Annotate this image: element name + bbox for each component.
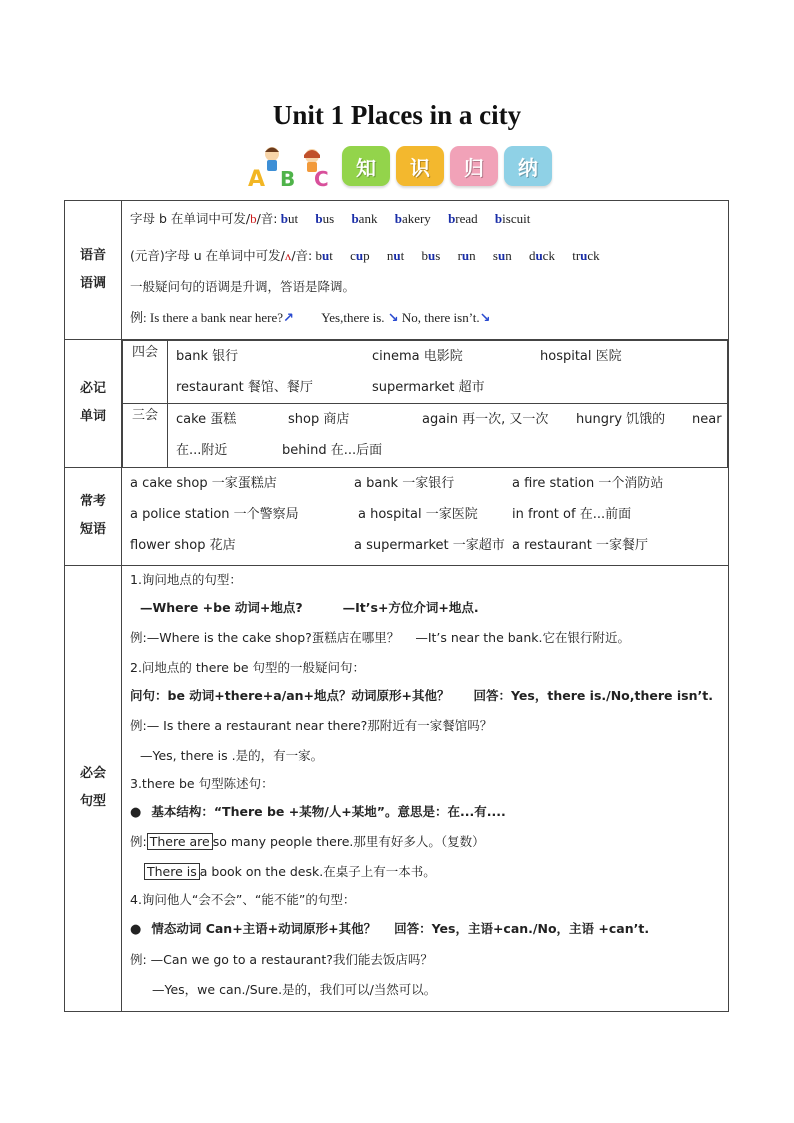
pattern-2-example-answer: —Yes, there is .是的，有一家。 [140,747,324,763]
phonics-row [65,201,729,340]
u-word: cup [350,248,370,263]
knowledge-table [64,200,729,1012]
vocab-line: 在...附近 behind 在...后面 [176,443,383,458]
four-skills-label: 四会 [123,341,168,404]
u-word: truck [572,248,600,263]
sentence-patterns-content [122,565,729,1011]
u-word: sun [492,248,512,263]
u-word: bus [421,248,441,263]
phonics-b-line: 字母 b 在单词中可发/b/音: but bus bank bakery bread biscuit [122,203,728,234]
vocab-line: restaurant 餐馆、餐厅 supermarket 超市 [176,380,485,395]
rising-arrow-icon: ↗ [283,311,294,326]
pattern-2-example: 例:— Is there a restaurant near there?那附近有一家餐馆吗？ [130,717,493,733]
letter-a: A [248,167,266,188]
pattern-4-rule: ● 情态动词 Can+主语+动词原形+其他？ 回答：Yes，主语+can./No，主语 +can’t. [130,920,650,937]
bullet-icon: ● [130,921,142,937]
phonics-label: 语音 语调 [65,201,122,340]
u-word: nut [386,248,405,263]
pattern-3-example-2: There is a book on the desk.在桌子上有一本书。 [122,858,728,886]
pattern-2-formula: 问句：be 动词+there+a/an+地点？动词原形+其他？ 回答：Yes，there is./No,there isn’t. [130,687,713,703]
badge-na: 纳 [504,146,552,186]
phrases-label: 常考 短语 [65,467,122,565]
pattern-1-example: 例:—Where is the cake shop?蛋糕店在哪里？ —It’s near the bank.它在银行附近。 [130,629,630,645]
pattern-3-example: 例: There are so many people there.那里有好多人。（复数） [130,833,485,849]
vocabulary-row [65,340,729,468]
badge-zhi: 知 [342,146,390,186]
phrase-line: a cake shop 一家蛋糕店 a bank 一家银行 a fire station 一个消防站 [130,475,664,491]
pattern-4-example: 例: —Can we go to a restaurant?我们能去饭店吗？ [130,951,433,967]
vocab-line: bank 银行 cinema 电影院 hospital 医院 [176,349,622,364]
page-title: Unit 1 Places in a city [272,100,522,130]
vocabulary-label: 必记 单词 [65,340,122,468]
pattern-4-example-answer: —Yes，we can./Sure.是的，我们可以/当然可以。 [152,981,437,997]
b-word: biscuit [494,211,531,226]
three-skills-label: 三会 [123,404,168,467]
letter-c: C [314,167,329,188]
pattern-2-title: 2.问地点的 there be 句型的一般疑问句： [130,659,366,675]
phrase-line: a police station 一个警察局 a hospital 一家医院 in front of 在...前面 [130,506,632,522]
intonation-example: 例: Is there a bank near here?↗ Yes,there is. ↘ No, there isn’t.↘ [130,310,491,326]
phonics-content [122,201,729,340]
u-word: but [315,248,333,263]
letter-b: B [280,167,296,188]
pattern-3-title: 3.there be 句型陈述句： [130,775,274,791]
pattern-4-title: 4.询问他人“会不会”、“能不能”的句型： [130,891,356,907]
b-word: but [280,211,299,226]
b-word: bakery [394,211,431,226]
intonation-rule: 一般疑问句的语调是升调，答语是降调。 [130,279,356,294]
vocab-line: cake 蛋糕 shop 商店 again 再一次, 又一次 hungry 饥饿的 near [176,412,722,427]
b-word: bank [351,211,378,226]
sentence-patterns-row [65,565,729,1011]
pattern-1-formula: —Where +be 动词+地点? —It’s+方位介词+地点. [140,599,479,615]
knowledge-summary-banner [244,144,556,188]
phrases-content [122,467,729,565]
phrases-row [65,467,729,565]
abc-kids-illustration [244,144,340,188]
u-word: duck [528,248,555,263]
pattern-1-title: 1.询问地点的句型： [130,571,242,587]
phonics-u-line: (元音)字母 u 在单词中可发/ʌ/音: but cup nut bus run sun duck truck [122,240,728,271]
b-word: bus [315,211,335,226]
b-word: bread [448,211,478,226]
badge-gui: 归 [450,146,498,186]
falling-arrow-icon: ↘ [387,311,399,326]
pattern-3-rule: ● 基本结构：“There be +某物/人+某地”。意思是：在...有.... [130,803,506,820]
u-word: run [457,248,476,263]
phrase-line: flower shop 花店 a supermarket 一家超市 a restaurant 一家餐厅 [130,537,649,553]
falling-arrow-icon: ↘ [479,311,491,326]
badge-shi: 识 [396,146,444,186]
sentence-patterns-label: 必会 句型 [65,565,122,1011]
vocabulary-content [122,340,729,468]
bullet-icon: ● [130,804,142,820]
